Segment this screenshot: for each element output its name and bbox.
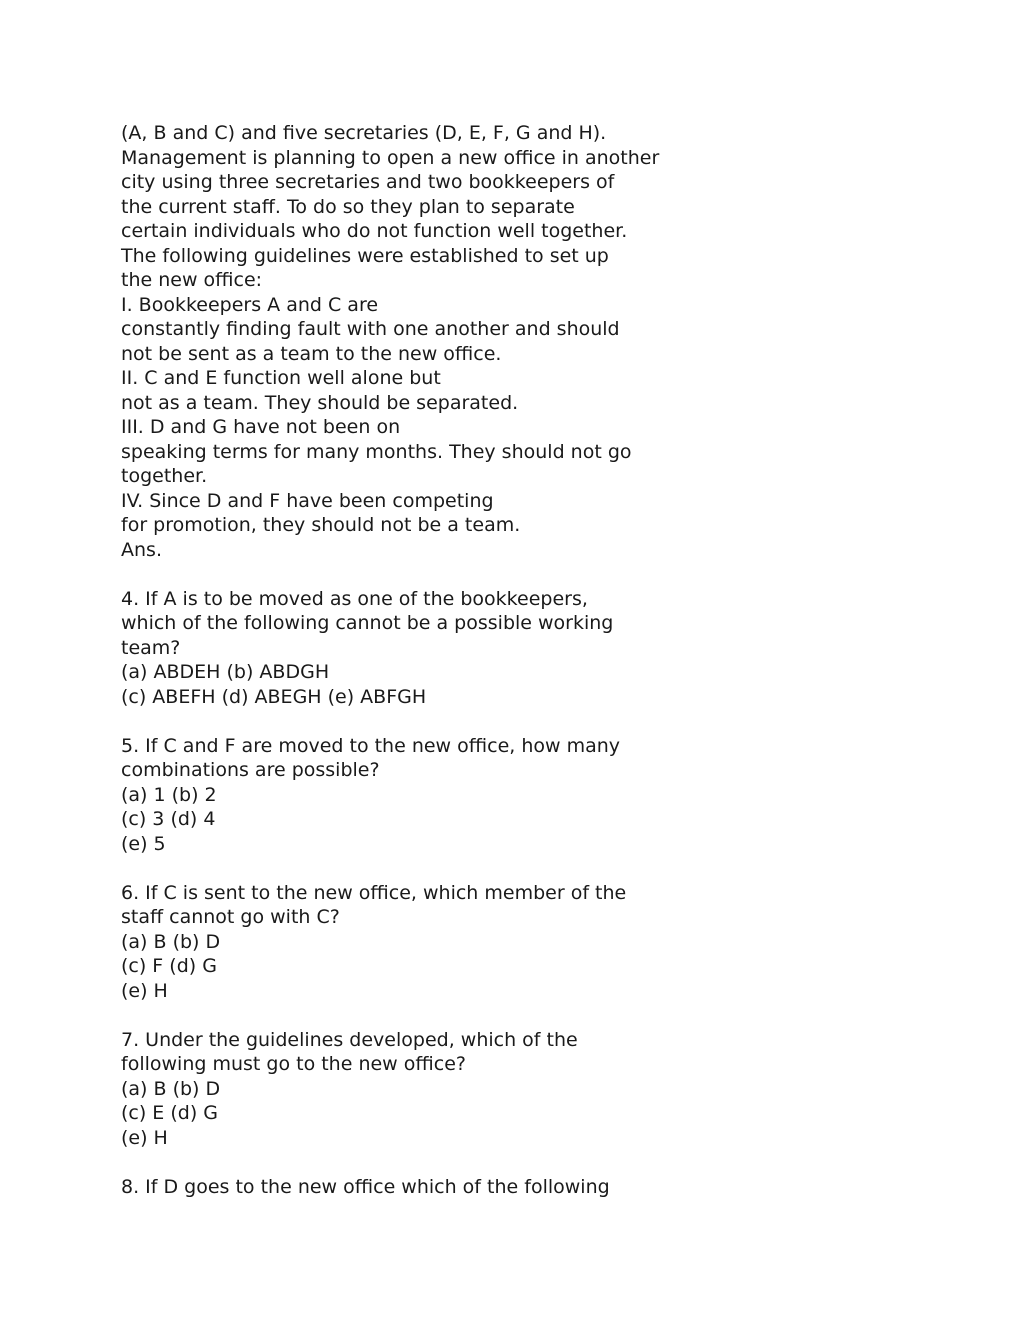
- answer-options: (c) F (d) G: [121, 955, 217, 977]
- answer-options: (a) ABDEH (b) ABDGH: [121, 661, 330, 683]
- answer-options: (e) 5: [121, 832, 166, 855]
- guideline-line: III. D and G have not been on: [121, 416, 401, 438]
- question-6: [121, 881, 841, 1004]
- intro-passage: [121, 121, 841, 562]
- question-text: 4. If A is to be moved as one of the bookkeepers,: [121, 587, 588, 610]
- text-line: (A, B and C) and five secretaries (D, E, F, G and H).: [121, 122, 607, 144]
- text-line: city using three secretaries and two bookkeepers of: [121, 171, 615, 193]
- question-7: [121, 1028, 841, 1151]
- question-text: staff cannot go with C?: [121, 906, 340, 928]
- question-5: [121, 734, 841, 857]
- answer-options: (c) E (d) G: [121, 1102, 219, 1124]
- guideline-line: constantly finding fault with one another and should: [121, 318, 620, 340]
- question-8: [121, 1175, 841, 1200]
- question-text: following must go to the new office?: [121, 1053, 466, 1075]
- question-4: [121, 587, 841, 710]
- answer-options: (e) H: [121, 1126, 168, 1149]
- blank-line: [121, 856, 841, 881]
- guideline-line: I. Bookkeepers A and C are: [121, 293, 379, 316]
- guideline-line: together.: [121, 465, 208, 487]
- guideline-line: II. C and E function well alone but: [121, 367, 441, 389]
- blank-line: [121, 1003, 841, 1028]
- text-line: certain individuals who do not function well together.: [121, 220, 628, 242]
- text-line: the new office:: [121, 269, 263, 291]
- document-page: [121, 121, 841, 1199]
- guideline-line: for promotion, they should not be a team.: [121, 514, 521, 536]
- answer-options: (a) 1 (b) 2: [121, 783, 217, 806]
- question-text: combinations are possible?: [121, 759, 380, 781]
- guideline-line: not be sent as a team to the new office.: [121, 342, 502, 365]
- question-text: 6. If C is sent to the new office, which member of the: [121, 881, 627, 904]
- answer-options: (a) B (b) D: [121, 1077, 221, 1100]
- question-text: team?: [121, 636, 181, 659]
- guideline-line: not as a team. They should be separated.: [121, 391, 519, 414]
- guideline-line: speaking terms for many months. They should not go: [121, 440, 632, 463]
- answer-options: (c) ABEFH (d) ABEGH (e) ABFGH: [121, 685, 427, 708]
- blank-line: [121, 562, 841, 587]
- question-text: 8. If D goes to the new office which of the following: [121, 1175, 610, 1198]
- guideline-line: IV. Since D and F have been competing: [121, 489, 494, 512]
- question-text: 5. If C and F are moved to the new office, how many: [121, 734, 621, 757]
- blank-line: [121, 1150, 841, 1175]
- answer-label: Ans.: [121, 538, 162, 561]
- text-line: The following guidelines were established to set up: [121, 244, 609, 267]
- question-text: 7. Under the guidelines developed, which of the: [121, 1028, 578, 1051]
- answer-options: (e) H: [121, 979, 168, 1002]
- blank-line: [121, 709, 841, 734]
- answer-options: (c) 3 (d) 4: [121, 808, 216, 830]
- text-line: Management is planning to open a new office in another: [121, 146, 660, 169]
- answer-options: (a) B (b) D: [121, 930, 221, 953]
- text-line: the current staff. To do so they plan to separate: [121, 195, 575, 218]
- question-text: which of the following cannot be a possible working: [121, 612, 614, 634]
